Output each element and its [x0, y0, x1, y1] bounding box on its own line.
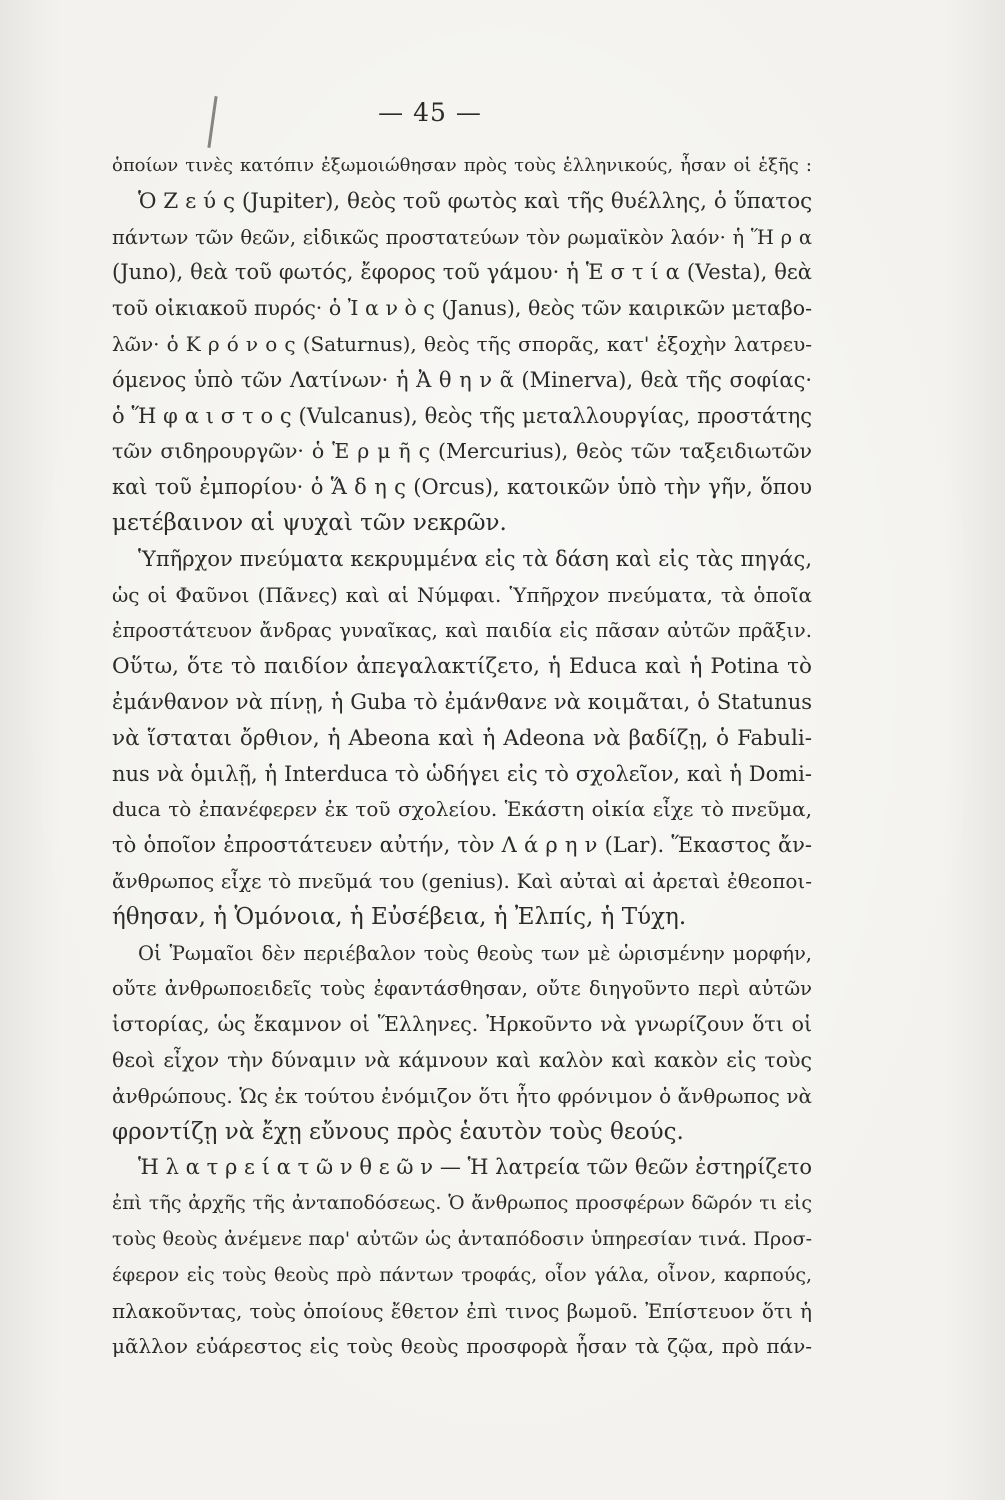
text-line: ὁποίων τινὲς κατόπιν ἐξωμοιώθησαν πρὸς τοὺς ἑλληνικούς, ἦσαν οἱ ἑξῆς : — [112, 155, 812, 176]
text-line: νὰ ἵσταται ὄρθιον, ἡ Abeona καὶ ἡ Adeona νὰ βαδίζῃ, ὁ Fabuli- — [112, 725, 812, 751]
text-line: ἱστορίας, ὡς ἔκαμνον οἱ Ἕλληνες. Ἠρκοῦντο νὰ γνωρίζουν ὅτι οἱ — [112, 1012, 812, 1037]
text-line: έφερον εἰς τοὺς θεοὺς πρὸ πάντων τροφάς, οἷον γάλα, οἶνον, καρπούς, — [112, 1263, 812, 1286]
text-line: Οὕτω, ὅτε τὸ παιδίον ἀπεγαλακτίζετο, ἡ Educa καὶ ἡ Potina τὸ — [112, 654, 812, 680]
text-line: τοῦ οἰκιακοῦ πυρός· ὁ Ἰ α ν ὸ ς (Janus), θεὸς τῶν καιρικῶν μεταβο- — [112, 296, 812, 321]
text-line: μᾶλλον εὐάρεστος εἰς τοὺς θεοὺς προσφορὰ ἦσαν τὰ ζῷα, πρὸ πάν- — [112, 1334, 812, 1359]
text-line: μετέβαινον αἱ ψυχαὶ τῶν νεκρῶν. — [112, 509, 507, 536]
page-number: — 45 — — [378, 98, 482, 127]
text-line: ἄνθρωπος εἶχε τὸ πνεῦμά του (genius). Καὶ αὐταὶ αἱ ἀρεταὶ ἐθεοποι- — [112, 868, 812, 893]
text-line: φροντίζῃ νὰ ἔχῃ εὔνους πρὸς ἑαυτὸν τοὺς θεούς. — [112, 1118, 684, 1145]
text-line: ἐπροστάτευον ἄνδρας γυναῖκας, καὶ παιδία εἰς πᾶσαν αὐτῶν πρᾶξιν. — [112, 619, 812, 643]
text-line: θεοὶ εἶχον τὴν δύναμιν νὰ κάμνουν καὶ καλὸν καὶ κακὸν εἰς τοὺς — [112, 1047, 812, 1072]
text-line: nus νὰ ὁμιλῇ, ἡ Interduca τὸ ὡδήγει εἰς τὸ σχολεῖον, καὶ ἡ Domi- — [112, 761, 812, 786]
text-line: Οἱ Ῥωμαῖοι δὲν περιέβαλον τοὺς θεοὺς των μὲ ὡρισμένην μορφήν, — [138, 941, 812, 965]
body-text — [112, 148, 812, 1365]
text-line: Ὑπῆρχον πνεύματα κεκρυμμένα εἰς τὰ δάση καὶ εἰς τὰς πηγάς, — [138, 546, 812, 571]
text-line: ἐπὶ τῆς ἀρχῆς τῆς ἀνταποδόσεως. Ὁ ἄνθρωπος προσφέρων δῶρόν τι εἰς — [112, 1192, 812, 1215]
text-line: οὔτε ἀνθρωποειδεῖς τοὺς ἐφαντάσθησαν, οὔτε διηγοῦντο περὶ αὐτῶν — [112, 977, 812, 1001]
text-line: τοὺς θεοὺς ἀνέμενε παρ' αὐτῶν ὡς ἀνταπόδοσιν ὑπηρεσίαν τινά. Προσ- — [112, 1227, 812, 1250]
text-line: duca τὸ ἐπανέφερεν ἐκ τοῦ σχολείου. Ἑκάστη οἰκία εἶχε τὸ πνεῦμα, — [112, 797, 812, 822]
text-line: ὁ Ἥ φ α ι σ τ ο ς (Vulcanus), θεὸς τῆς μεταλλουργίας, προστάτης — [112, 403, 812, 428]
pencil-mark — [207, 96, 217, 148]
text-line: ἀνθρώπους. Ὡς ἐκ τούτου ἐνόμιζον ὅτι ἦτο φρόνιμον ὁ ἄνθρωπος νὰ — [112, 1083, 812, 1108]
text-line: ήθησαν, ἡ Ὁμόνοια, ἡ Εὐσέβεια, ἡ Ἐλπίς, ἡ Τύχη. — [112, 903, 687, 930]
text-line: τὸ ὁποῖον ἐπροστάτευεν αὐτήν, τὸν Λ ά ρ η ν (Lar). Ἕκαστος ἄν- — [112, 833, 812, 858]
text-line: πλακοῦντας, τοὺς ὁποίους ἔθετον ἐπὶ τινος βωμοῦ. Ἐπίστευον ὅτι ἡ — [112, 1298, 812, 1323]
text-line: ἐμάνθανον νὰ πίνῃ, ἡ Guba τὸ ἐμάνθανε νὰ κοιμᾶται, ὁ Statunus — [112, 689, 812, 714]
text-line: όμενος ὑπὸ τῶν Λατίνων· ἡ Ἀ θ η ν ᾶ (Minerva), θεὰ τῆς σοφίας· — [112, 367, 812, 392]
text-line: Ὁ Ζ ε ύ ς (Jupiter), θεὸς τοῦ φωτὸς καὶ τῆς θυέλλης, ὁ ὕπατος — [138, 188, 812, 214]
text-line: Ἡ λ α τ ρ ε ί α τ ῶ ν θ ε ῶ ν — Ἡ λατρεία τῶν θεῶν ἐστηρίζετο — [138, 1155, 812, 1180]
text-line: ὡς οἱ Φαῦνοι (Πᾶνες) καὶ αἱ Νύμφαι. Ὑπῆρχον πνεύματα, τὰ ὁποῖα — [112, 582, 812, 607]
text-line: λῶν· ὁ Κ ρ ό ν ο ς (Saturnus), θεὸς τῆς σπορᾶς, κατ' ἐξοχὴν λατρευ- — [112, 331, 812, 356]
text-line: πάντων τῶν θεῶν, εἰδικῶς προστατεύων τὸν ρωμαϊκὸν λαόν· ἡ Ἥ ρ α — [112, 225, 812, 249]
text-line: καὶ τοῦ ἐμπορίου· ὁ Ἅ δ η ς (Orcus), κατοικῶν ὑπὸ τὴν γῆν, ὅπου — [112, 475, 812, 500]
text-line: (Juno), θεὰ τοῦ φωτός, ἔφορος τοῦ γάμου· ἡ Ἑ σ τ ί α (Vesta), θεὰ — [112, 260, 812, 285]
text-line: τῶν σιδηρουργῶν· ὁ Ἑ ρ μ ῆ ς (Mercurius), θεὸς τῶν ταξειδιωτῶν — [112, 439, 812, 464]
